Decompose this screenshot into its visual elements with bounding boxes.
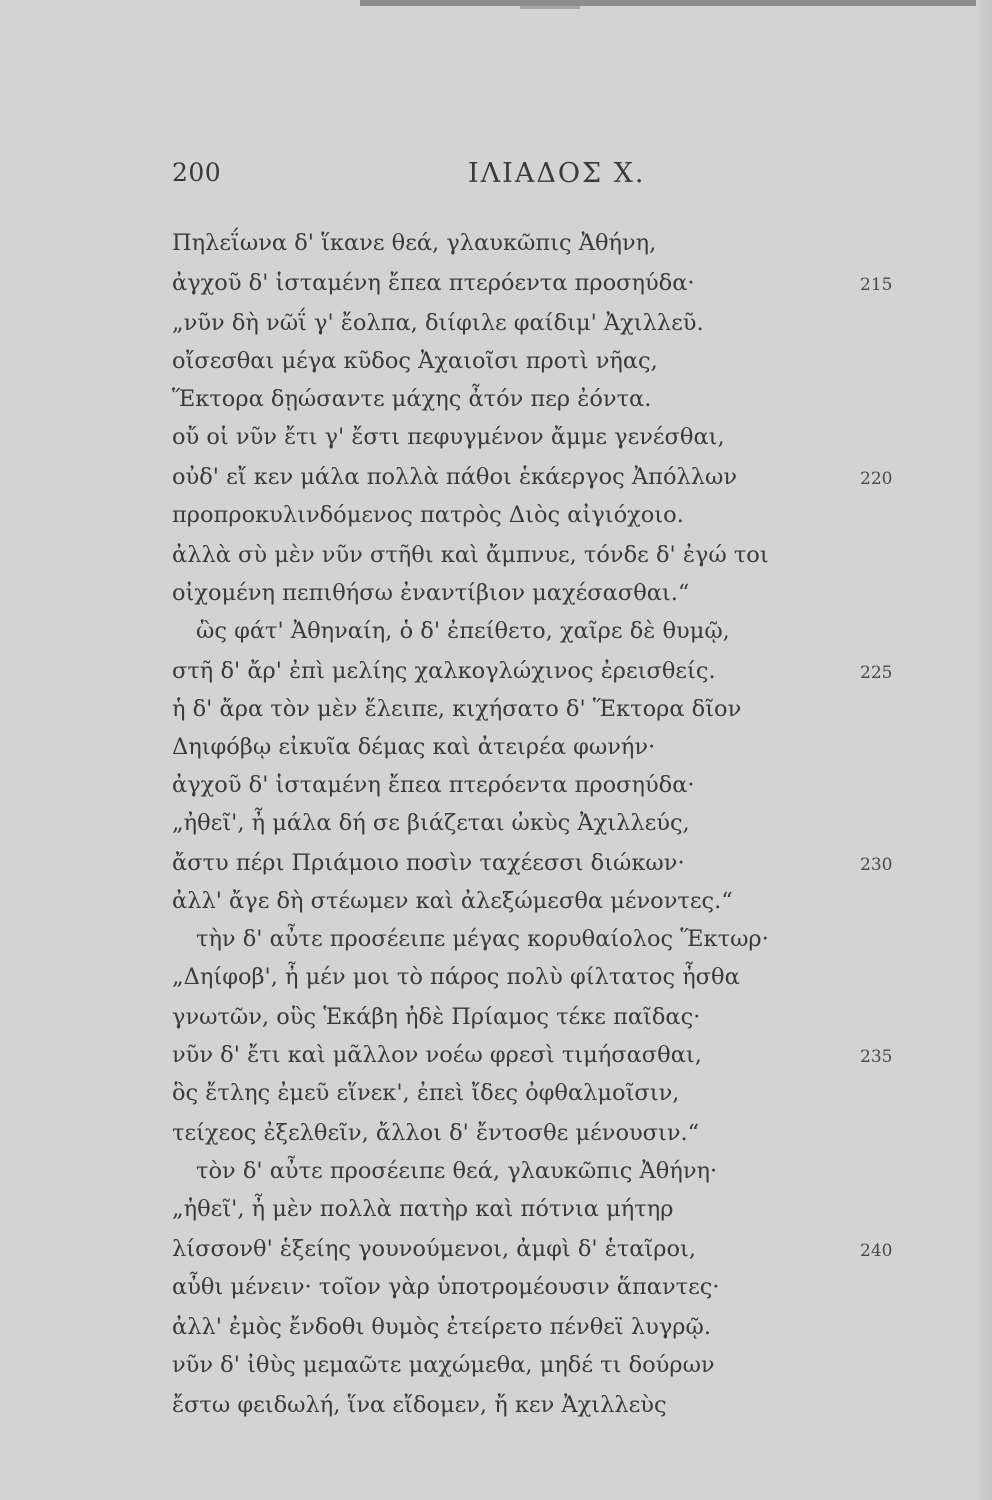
verse-line-text: τὴν δ' αὖτε προσέειπε μέγας κορυθαίολος Ἕκτωρ· — [196, 926, 769, 952]
verse-line-text: ὃς ἔτλης ἐμεῦ εἵνεκ', ἐπεὶ ἴδες ὀφθαλμοῖσιν, — [172, 1080, 680, 1106]
verse-line-number: 240 — [860, 1241, 893, 1261]
verse-line — [0, 694, 992, 729]
verse-line-number: 235 — [860, 1047, 893, 1067]
verse-line-text: ἀλλ' ἐμὸς ἔνδοθι θυμὸς ἐτείρετο πένθεϊ λυγρῷ. — [172, 1314, 712, 1340]
verse-line — [0, 962, 992, 997]
verse-line-text: ἀγχοῦ δ' ἱσταμένη ἔπεα πτερόεντα προσηύδα· — [172, 772, 695, 798]
verse-line-text: Πηλεΐωνα δ' ἵκανε θεά, γλαυκῶπις Ἀθήνη, — [172, 230, 657, 256]
verse-line — [0, 770, 992, 805]
verse-line-text: „ἠθεῖ', ἦ μάλα δή σε βιάζεται ὠκὺς Ἀχιλλεύς, — [172, 810, 690, 836]
verse-line-text: „Δηίφοβ', ἦ μέν μοι τὸ πάρος πολὺ φίλτατος ἦσθα — [172, 964, 740, 990]
verse-line — [0, 422, 992, 457]
verse-line-text: γνωτῶν, οὓς Ἑκάβη ἠδὲ Πρίαμος τέκε παῖδας· — [172, 1004, 701, 1030]
verse-line-text: τείχεος ἐξελθεῖν, ἄλλοι δ' ἔντοσθε μένουσιν.“ — [172, 1120, 700, 1146]
verse-line — [0, 886, 992, 921]
verse-line-number: 220 — [860, 469, 893, 489]
verse-line — [0, 732, 992, 767]
verse-line — [0, 1272, 992, 1307]
verse-line — [0, 1156, 992, 1191]
verse-line-text: οὔ οἱ νῦν ἔτι γ' ἔστι πεφυγμένον ἄμμε γενέσθαι, — [172, 424, 725, 450]
verse-line — [0, 578, 992, 613]
verse-line — [0, 1078, 992, 1113]
verse-line — [0, 1040, 992, 1075]
running-head: ΙΛΙΑΔΟΣ Χ. — [468, 158, 646, 189]
verse-line-text: „ἠθεῖ', ἦ μὲν πολλὰ πατὴρ καὶ πότνια μήτηρ — [172, 1196, 674, 1222]
verse-line-text: „νῦν δὴ νῶΐ γ' ἔολπα, διίφιλε φαίδιμ' Ἀχιλλεῦ. — [172, 310, 704, 336]
verse-line — [0, 808, 992, 843]
verse-line — [0, 228, 992, 263]
verse-line-text: οἴσεσθαι μέγα κῦδος Ἀχαιοῖσι προτὶ νῆας, — [172, 348, 658, 374]
verse-line — [0, 500, 992, 535]
verse-line — [0, 1350, 992, 1385]
verse-line — [0, 848, 992, 883]
verse-line-text: λίσσονθ' ἑξείης γουνούμενοι, ἀμφὶ δ' ἑταῖροι, — [172, 1236, 697, 1262]
verse-line-number: 225 — [860, 663, 893, 683]
verse-line — [0, 384, 992, 419]
verse-line — [0, 1312, 992, 1347]
verse-line-text: ἄστυ πέρι Πριάμοιο ποσὶν ταχέεσσι διώκων· — [172, 850, 685, 876]
verse-line — [0, 462, 992, 497]
verse-line-text: τὸν δ' αὖτε προσέειπε θεά, γλαυκῶπις Ἀθήνη· — [196, 1158, 718, 1184]
verse-line-text: οὐδ' εἴ κεν μάλα πολλὰ πάθοι ἑκάεργος Ἀπόλλων — [172, 464, 738, 490]
verse-line — [0, 308, 992, 343]
verse-line — [0, 346, 992, 381]
verse-line-text: στῆ δ' ἄρ' ἐπὶ μελίης χαλκογλώχινος ἐρεισθείς. — [172, 658, 716, 684]
verse-line — [0, 1234, 992, 1269]
verse-line-text: αὖθι μένειν· τοῖον γὰρ ὑποτρομέουσιν ἅπαντες· — [172, 1274, 720, 1300]
verse-line-text: προπροκυλινδόμενος πατρὸς Διὸς αἰγιόχοιο. — [172, 502, 684, 528]
verse-line-text: νῦν δ' ἰθὺς μεμαῶτε μαχώμεθα, μηδέ τι δούρων — [172, 1352, 715, 1378]
verse-line — [0, 540, 992, 575]
verse-line-text: οἰχομένη πεπιθήσω ἐναντίβιον μαχέσασθαι.“ — [172, 580, 690, 606]
verse-line-text: ἀγχοῦ δ' ἱσταμένη ἔπεα πτερόεντα προσηύδα· — [172, 270, 695, 296]
verse-line-text: Δηιφόβῳ εἰκυῖα δέμας καὶ ἀτειρέα φωνήν· — [172, 734, 656, 760]
verse-line — [0, 656, 992, 691]
verse-line — [0, 268, 992, 303]
verse-line — [0, 1002, 992, 1037]
verse-line — [0, 924, 992, 959]
verse-line-text: ἔστω φειδωλή, ἵνα εἴδομεν, ἤ κεν Ἀχιλλεὺς — [172, 1392, 667, 1418]
verse-line-text: νῦν δ' ἔτι καὶ μᾶλλον νοέω φρεσὶ τιμήσασθαι, — [172, 1042, 702, 1068]
verse-line-text: ὣς φάτ' Ἀθηναίη, ὁ δ' ἐπείθετο, χαῖρε δὲ θυμῷ, — [196, 618, 730, 644]
page-number: 200 — [172, 158, 222, 187]
verse-line — [0, 1118, 992, 1153]
verse-line-number: 230 — [860, 855, 893, 875]
verse-line — [0, 616, 992, 651]
verse-line-text: ἀλλ' ἄγε δὴ στέωμεν καὶ ἀλεξώμεσθα μένοντες.“ — [172, 888, 733, 914]
verse-line-number: 215 — [860, 275, 893, 295]
verse-line — [0, 1194, 992, 1229]
verse-line-text: ἀλλὰ σὺ μὲν νῦν στῆθι καὶ ἄμπνυε, τόνδε δ' ἐγώ τοι — [172, 542, 769, 568]
verse-line — [0, 1390, 992, 1425]
verse-line-text: Ἕκτορα δῃώσαντε μάχης ἆτόν περ ἐόντα. — [172, 386, 652, 412]
verse-line-text: ἡ δ' ἄρα τὸν μὲν ἔλειπε, κιχήσατο δ' Ἕκτορα δῖον — [172, 696, 742, 722]
